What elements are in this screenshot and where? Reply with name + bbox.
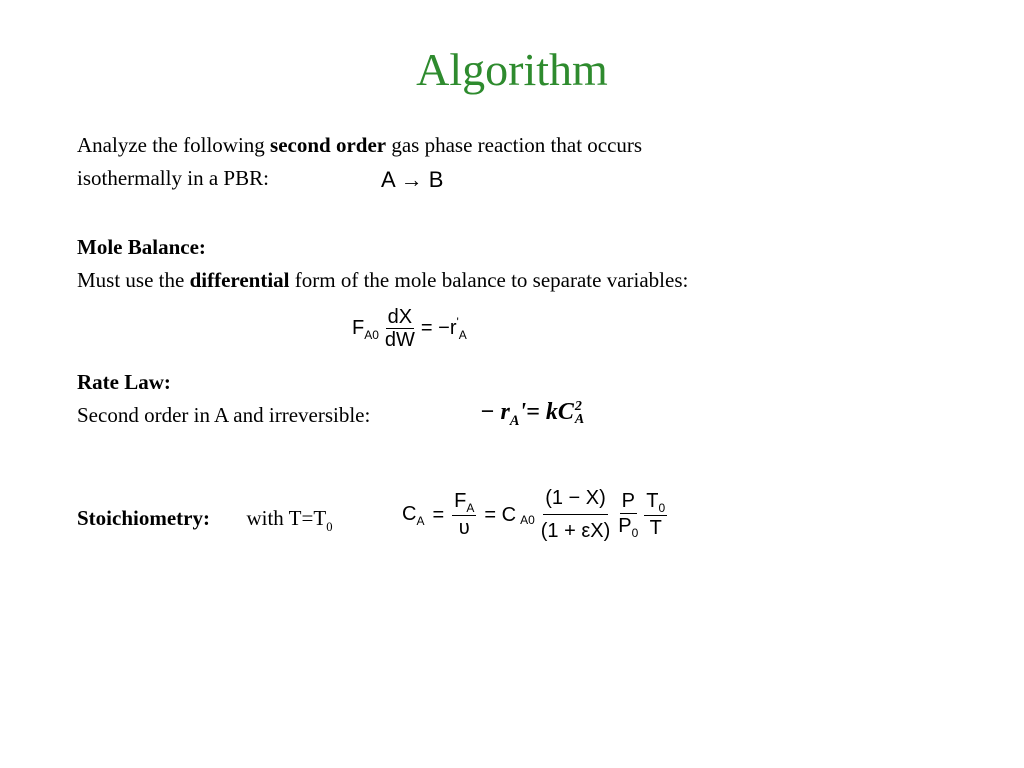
stoich-eq-equals-1: = — [432, 503, 445, 526]
reaction-equation — [381, 167, 443, 193]
stoich-eq-frac-conversion: $\frac{(1 - X)}{(1 + \varepsilon X)}$ — [539, 482, 613, 547]
reaction-reactant: A — [381, 167, 395, 192]
stoich-eq-frac-temperature: $\frac{T_0}{T}$ — [646, 490, 666, 539]
stoich-eq-CA: $C_A$ — [402, 502, 425, 528]
rate-law-equation — [480, 396, 584, 431]
mole-balance-text — [77, 266, 688, 294]
rate-law-eq-sup: 2 — [574, 399, 582, 415]
mole-balance-eq-rhs: = $-r'_A$ — [420, 315, 467, 342]
intro-line-1 — [77, 131, 642, 159]
mole-balance-heading: Mole Balance: — [77, 235, 206, 259]
stoichiometry-with-text: with T=T — [246, 506, 327, 530]
mole-balance-eq-F: $F_{A0}$ — [352, 316, 379, 342]
rate-law-text: Second order in A and irreversible: — [77, 403, 371, 427]
stoich-eq-frac-pressure: $\frac{P}{P_0}$ — [618, 490, 639, 541]
mole-balance-eq-numerator: dX — [387, 306, 413, 328]
mole-balance-bold-differential: differential — [189, 268, 290, 292]
intro-text-after: gas phase reaction that occurs — [386, 133, 643, 157]
mole-balance-eq-fraction — [383, 306, 417, 351]
stoich-eq-frac-FA-v: $\frac{F_A}{\upsilon}$ — [454, 490, 475, 539]
rate-law-eq-scripts — [575, 400, 584, 426]
reaction-arrow-icon: → — [400, 167, 423, 192]
mole-balance-text-before: Must use the — [77, 268, 190, 292]
mole-balance-eq-denominator: dW — [384, 329, 415, 351]
stoichiometry-equation — [402, 482, 667, 547]
intro-bold-second-order: second order — [270, 133, 387, 157]
intro-text-before: Analyze the following — [77, 133, 271, 157]
mole-balance-text-after: form of the mole balance to separate variables: — [289, 268, 689, 292]
stoichiometry-heading: Stoichiometry: — [77, 506, 210, 530]
intro-line-2: isothermally in a PBR: — [77, 166, 269, 190]
rate-law-eq-mid: '= kC — [519, 399, 574, 425]
rate-law-eq-lhs-sub: A — [509, 413, 520, 430]
stoichiometry-with-sub: 0 — [326, 519, 333, 534]
stoich-eq-CA0-sub: A0 — [520, 512, 535, 527]
reaction-product: B — [428, 167, 444, 192]
stoichiometry-line — [77, 504, 332, 535]
rate-law-eq-sub: A — [574, 412, 585, 428]
mole-balance-equation — [352, 306, 467, 351]
rate-law-heading: Rate Law: — [77, 370, 171, 394]
rate-law-eq-lhs: − r — [480, 399, 510, 425]
slide-title: Algorithm — [416, 44, 608, 95]
stoich-eq-equals-2: = C — [484, 503, 517, 526]
